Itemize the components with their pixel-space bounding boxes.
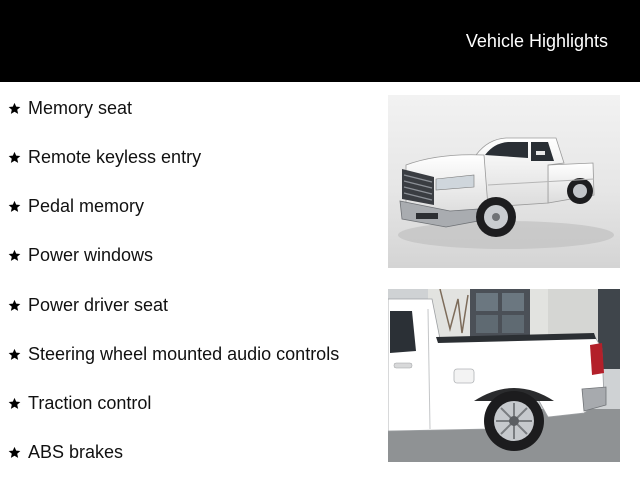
feature-label: ABS brakes	[28, 442, 124, 462]
star-icon	[8, 151, 21, 164]
star-icon	[8, 200, 21, 213]
feature-label: Power windows	[28, 245, 154, 265]
page-title: Vehicle Highlights	[465, 31, 608, 51]
star-icon	[8, 249, 21, 262]
star-icon	[8, 102, 21, 115]
star-icon	[8, 397, 21, 410]
feature-item	[8, 195, 144, 217]
star-icon	[8, 446, 21, 459]
feature-label: Power driver seat	[28, 295, 169, 315]
feature-item	[8, 146, 201, 168]
feature-label: Memory seat	[28, 98, 133, 118]
feature-item	[8, 343, 339, 365]
star-icon	[8, 348, 21, 361]
feature-label: Remote keyless entry	[28, 147, 202, 167]
star-icon	[8, 299, 21, 312]
feature-label: Steering wheel mounted audio controls	[28, 344, 340, 364]
feature-item	[8, 441, 123, 463]
feature-item	[8, 392, 151, 414]
feature-label: Pedal memory	[28, 196, 145, 216]
feature-label: Traction control	[28, 393, 152, 413]
feature-item	[8, 97, 132, 119]
white-pickup-truck-front-three-quarter-photo	[388, 95, 620, 268]
white-pickup-truck-rear-quarter-photo	[388, 289, 620, 462]
feature-item	[8, 244, 153, 266]
feature-item	[8, 294, 168, 316]
